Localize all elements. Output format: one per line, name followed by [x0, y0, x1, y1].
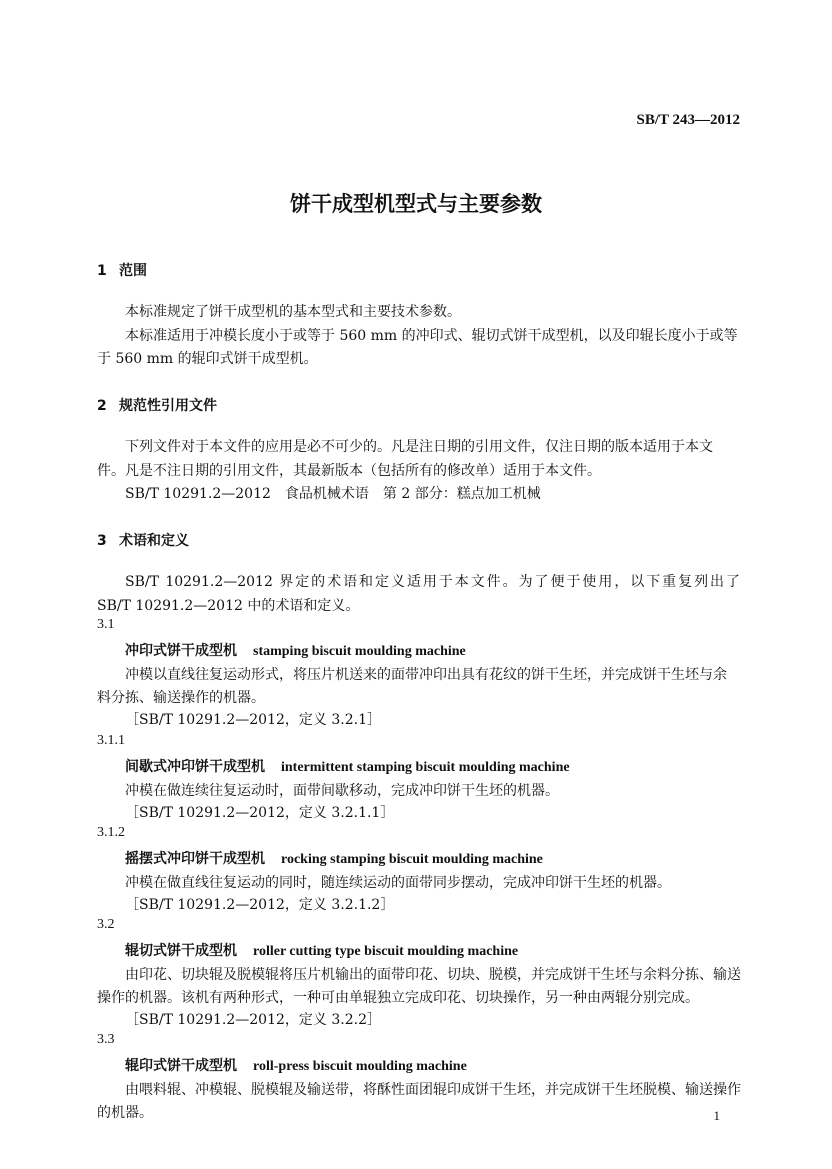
term-definition-line-2: 料分拣、输送操作的机器。 — [97, 690, 265, 706]
term-zh: 辊切式饼干成型机 — [125, 943, 237, 959]
term-definition-line-2: 的机器。 — [97, 1105, 153, 1121]
document-title: 饼干成型机型式与主要参数 — [290, 192, 542, 216]
s2-paragraph-line-1: 下列文件对于本文件的应用是必不可少的。凡是注日期的引用文件，仅注日期的版本适用于本文 — [125, 439, 713, 455]
term-heading — [125, 848, 543, 868]
term-number: 3.2 — [97, 917, 115, 932]
term-definition-line-1: 冲模以直线往复运动形式，将压片机送来的面带冲印出具有花纹的饼干生坯，并完成饼干生坯与余 — [125, 667, 727, 683]
term-zh: 冲印式饼干成型机 — [125, 643, 237, 659]
term-reference: ［SB/T 10291.2—2012，定义 3.2.1］ — [125, 712, 381, 728]
section-title: 规范性引用文件 — [119, 398, 217, 414]
page-number: 1 — [713, 1108, 720, 1123]
term-reference: ［SB/T 10291.2—2012，定义 3.2.2］ — [125, 1012, 381, 1028]
section-number: 2 — [97, 398, 107, 414]
term-number: 3.1.2 — [97, 825, 125, 840]
s2-paragraph-line-2: 件。凡是不注日期的引用文件，其最新版本（包括所有的修改单）适用于本文件。 — [97, 463, 601, 479]
term-reference: ［SB/T 10291.2—2012，定义 3.2.1.2］ — [125, 897, 395, 913]
term-heading — [125, 940, 518, 960]
section-3-heading — [97, 530, 189, 550]
term-en: roll-press biscuit moulding machine — [253, 1059, 467, 1074]
term-heading — [125, 1055, 467, 1075]
section-number: 1 — [97, 263, 107, 279]
term-reference: ［SB/T 10291.2—2012，定义 3.2.1.1］ — [125, 805, 395, 821]
s3-intro-line-1: SB/T 10291.2—2012 界定的术语和定义适用于本文件。为了便于使用，以下重复列出了 — [125, 574, 740, 590]
section-2-heading — [97, 395, 217, 415]
term-heading — [125, 640, 466, 660]
s1-paragraph-2-line-2: 于 560 mm 的辊印式饼干成型机。 — [97, 351, 318, 367]
term-zh: 辊印式饼干成型机 — [125, 1058, 237, 1074]
section-title: 术语和定义 — [119, 533, 189, 549]
term-definition-line-1: 由印花、切块辊及脱模辊将压片机输出的面带印花、切块、脱模，并完成饼干生坯与余料分拣、输送 — [125, 967, 741, 983]
term-number: 3.1.1 — [97, 733, 125, 748]
term-en: intermittent stamping biscuit moulding machine — [281, 760, 570, 775]
s1-paragraph-2-line-1: 本标准适用于冲模长度小于或等于 560 mm 的冲印式、辊切式饼干成型机，以及印辊长度小于或等 — [125, 328, 738, 344]
term-en: rocking stamping biscuit moulding machine — [281, 852, 543, 867]
section-title: 范围 — [119, 263, 147, 279]
normative-reference: SB/T 10291.2—2012 食品机械术语 第 2 部分：糕点加工机械 — [125, 486, 541, 502]
term-definition-line-1: 冲模在做连续往复运动时，面带间歇移动，完成冲印饼干生坯的机器。 — [125, 783, 559, 799]
term-zh: 摇摆式冲印饼干成型机 — [125, 851, 265, 867]
term-en: roller cutting type biscuit moulding machine — [253, 944, 519, 959]
term-number: 3.1 — [97, 617, 115, 632]
term-definition-line-1: 冲模在做直线往复运动的同时，随连续运动的面带同步摆动，完成冲印饼干生坯的机器。 — [125, 875, 671, 891]
standard-number: SB/T 243—2012 — [636, 112, 740, 128]
term-heading — [125, 756, 570, 776]
term-definition-line-1: 由喂料辊、冲模辊、脱模辊及输送带，将酥性面团辊印成饼干生坯，并完成饼干生坯脱模、输送操作 — [125, 1082, 741, 1098]
term-en: stamping biscuit moulding machine — [253, 644, 466, 659]
section-1-heading — [97, 260, 147, 280]
section-number: 3 — [97, 533, 107, 549]
s1-paragraph-1: 本标准规定了饼干成型机的基本型式和主要技术参数。 — [125, 304, 461, 320]
term-number: 3.3 — [97, 1032, 115, 1047]
s3-intro-line-2: SB/T 10291.2—2012 中的术语和定义。 — [97, 598, 360, 614]
term-zh: 间歇式冲印饼干成型机 — [125, 759, 265, 775]
term-definition-line-2: 操作的机器。该机有两种形式，一种可由单辊独立完成印花、切块操作，另一种由两辊分别完成。 — [97, 990, 699, 1006]
